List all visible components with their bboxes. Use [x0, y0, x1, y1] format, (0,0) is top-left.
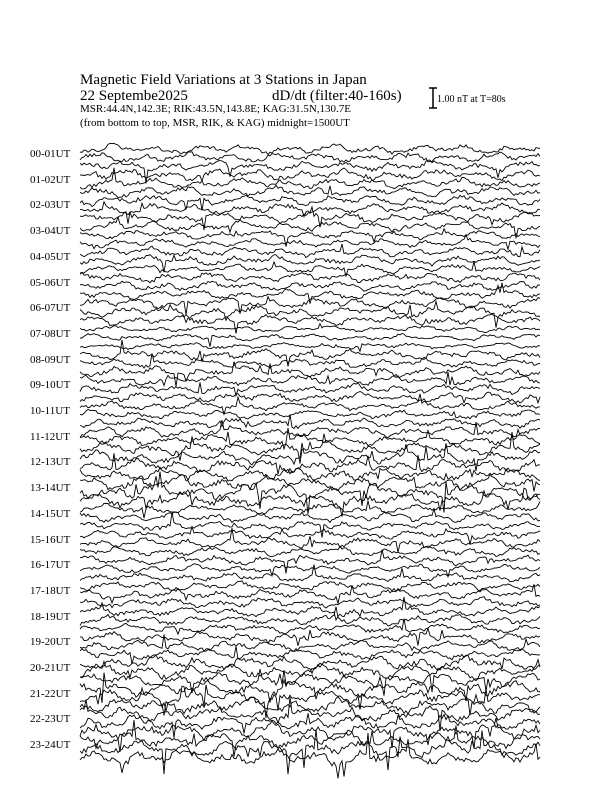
- hour-label: 04-05UT: [30, 250, 71, 263]
- trace-msr: [80, 697, 540, 731]
- trace-msr: [80, 550, 540, 574]
- hour-label: 20-21UT: [30, 662, 71, 674]
- trace-kag: [80, 314, 540, 333]
- trace-msr: [80, 655, 540, 673]
- trace-rik: [80, 607, 540, 626]
- trace-kag: [80, 646, 540, 663]
- trace-rik: [80, 152, 540, 162]
- hour-label: 18-19UT: [30, 610, 71, 623]
- scale-label: 1.00 nT at T=80s: [437, 94, 506, 105]
- trace-rik: [80, 428, 540, 449]
- station-coordinates: MSR:44.4N,142.3E; RIK:43.5N,143.8E; KAG:31.5N,130.7E: [80, 103, 352, 115]
- trace-rik: [80, 301, 540, 327]
- trace-msr: [80, 629, 540, 646]
- trace-msr: [80, 420, 540, 438]
- hour-label: 19-20UT: [30, 636, 71, 649]
- trace-rik: [80, 409, 540, 419]
- hour-label: 08-09UT: [30, 353, 71, 366]
- trace-kag: [80, 733, 540, 778]
- chart-mode: dD/dt (filter:40-160s): [272, 88, 402, 104]
- trace-kag: [80, 432, 540, 464]
- trace-rik: [80, 168, 540, 189]
- hour-label: 05-06UT: [30, 276, 71, 289]
- trace-kag: [80, 467, 540, 481]
- trace-rik: [80, 255, 540, 273]
- trace-rik: [80, 229, 540, 247]
- hour-label: 00-01UT: [30, 148, 71, 160]
- trace-msr: [80, 581, 540, 592]
- hour-label: 17-18UT: [30, 584, 71, 597]
- trace-kag: [80, 207, 540, 230]
- scale-bar: [429, 88, 437, 108]
- trace-kag: [80, 343, 540, 352]
- trace-kag: [80, 185, 540, 197]
- trace-kag: [80, 488, 540, 517]
- hour-label: 02-03UT: [30, 199, 71, 212]
- hour-label: 23-24UT: [30, 739, 71, 752]
- trace-rik: [80, 383, 540, 396]
- hour-label: 22-23UT: [30, 713, 71, 726]
- hour-label: 10-11UT: [30, 405, 70, 417]
- trace-msr: [80, 720, 540, 757]
- hour-label: 12-13UT: [30, 456, 71, 469]
- trace-msr: [80, 324, 540, 333]
- hour-label: 01-02UT: [30, 173, 71, 186]
- trace-kag: [80, 235, 540, 250]
- hour-label: 14-15UT: [30, 507, 71, 520]
- trace-msr: [80, 144, 540, 155]
- trace-rik: [80, 685, 540, 718]
- trace-msr: [80, 372, 540, 385]
- chart-date: 22 Septembe2025: [80, 88, 188, 104]
- hour-label: 06-07UT: [30, 302, 71, 315]
- trace-rik: [80, 584, 540, 603]
- trace-kag: [80, 546, 540, 556]
- trace-rik: [80, 453, 540, 474]
- trace-kag: [80, 597, 540, 608]
- trace-order-note: (from bottom to top, MSR, RIK, & KAG) midnight=1500UT: [80, 117, 350, 129]
- trace-msr: [80, 272, 540, 282]
- hour-label: 16-17UT: [30, 559, 71, 572]
- hour-label: 03-04UT: [30, 225, 71, 238]
- trace-rik: [80, 281, 540, 291]
- trace-kag: [80, 565, 540, 582]
- trace-rik: [80, 564, 540, 577]
- hour-label: 21-22UT: [30, 687, 71, 700]
- trace-kag: [80, 392, 540, 403]
- trace-kag: [80, 415, 540, 429]
- hour-label: 13-14UT: [30, 482, 71, 495]
- hour-label: 11-12UT: [30, 430, 70, 443]
- hour-label: 09-10UT: [30, 379, 71, 392]
- chart-title: Magnetic Field Variations at 3 Stations in Japan: [80, 72, 367, 88]
- hour-label: 07-08UT: [30, 327, 71, 340]
- trace-msr: [80, 597, 540, 620]
- hour-label: 15-16UT: [30, 533, 71, 546]
